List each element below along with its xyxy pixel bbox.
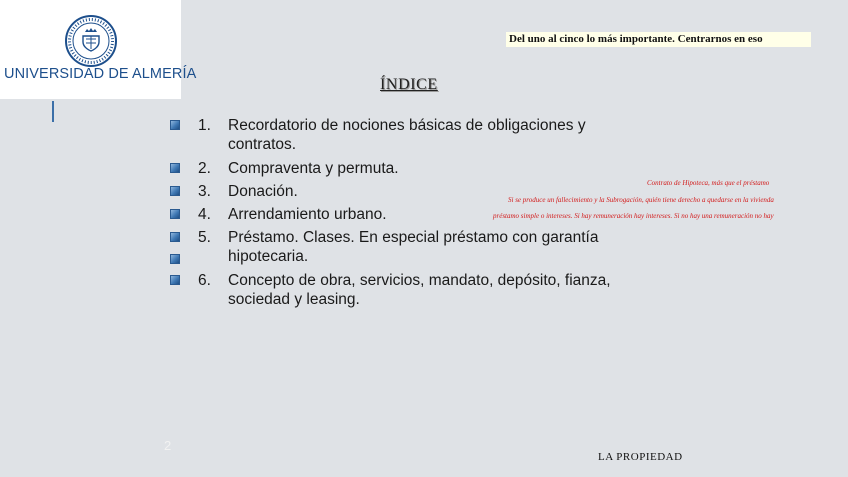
item-number: 6. [198, 272, 211, 289]
slide-title: ÍNDICE [380, 76, 438, 93]
square-bullet-icon [170, 186, 180, 196]
footer-label: LA PROPIEDAD [598, 451, 683, 463]
list-item [168, 228, 638, 266]
accent-divider [52, 101, 54, 122]
list-item [168, 159, 638, 178]
item-number: 5. [198, 229, 211, 246]
handwritten-annotation: préstamo simple o intereses. Si hay remuneración hay intereses. Si no hay una remuneración no hay [493, 212, 774, 220]
item-text: Recordatorio de nociones básicas de obligaciones y contratos. [228, 117, 586, 153]
page-number: 2 [164, 438, 172, 453]
item-number: 3. [198, 183, 211, 200]
item-number: 4. [198, 206, 211, 223]
handwritten-annotation: Si se produce un fallecimiento y la Subrogación, quién tiene derecho a quedarse en la vivienda [508, 196, 774, 204]
square-bullet-icon [170, 209, 180, 219]
square-bullet-icon [170, 275, 180, 285]
item-text: Donación. [228, 183, 298, 200]
square-bullet-icon [170, 163, 180, 173]
university-seal-icon [64, 14, 118, 68]
highlighted-note: Del uno al cinco lo más importante. Centrarnos en eso [506, 32, 811, 47]
item-text: Arrendamiento urbano. [228, 206, 387, 223]
list-item [168, 116, 638, 154]
item-text: Concepto de obra, servicios, mandato, depósito, fianza, sociedad y leasing. [228, 272, 611, 308]
university-logo [0, 0, 197, 99]
handwritten-annotation: Contrato de Hipoteca, más que el préstamo [647, 179, 770, 187]
university-name: UNIVERSIDAD DE ALMERÍA [4, 66, 197, 82]
square-bullet-icon [170, 232, 180, 242]
item-text: Préstamo. Clases. En especial préstamo con garantía hipotecaria. [228, 229, 599, 265]
square-bullet-icon [170, 120, 180, 130]
item-number: 2. [198, 160, 211, 177]
list-item [168, 271, 638, 309]
item-number: 1. [198, 117, 211, 134]
square-bullet-icon [170, 254, 180, 264]
item-text: Compraventa y permuta. [228, 160, 399, 177]
